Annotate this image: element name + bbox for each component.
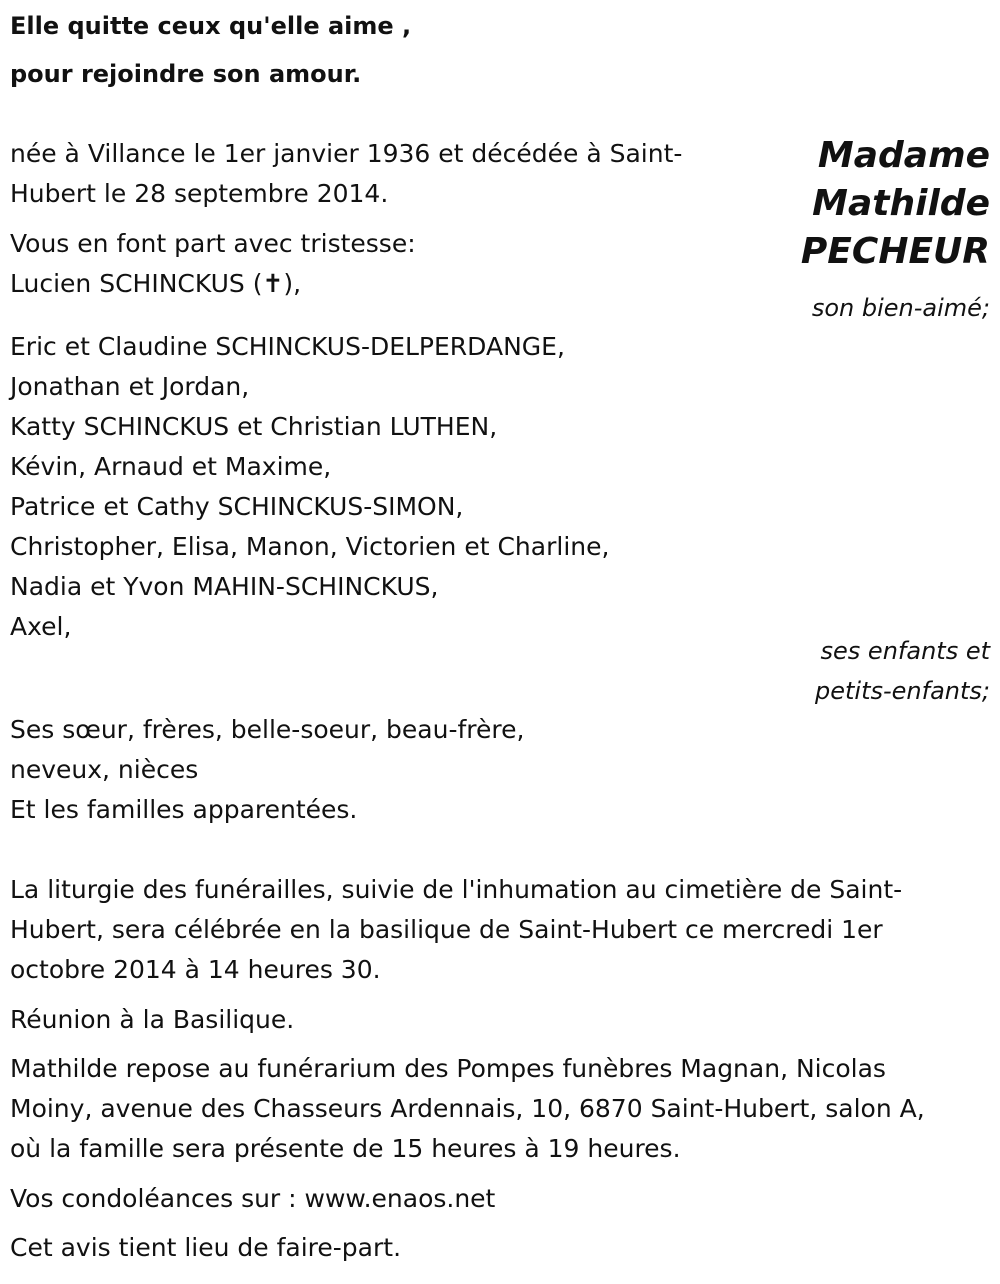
list-item: Axel, [10, 612, 72, 641]
birth-death-line-1: née à Villance le 1er janvier 1936 et décédée à Saint- [10, 139, 683, 168]
funeral-line-3: octobre 2014 à 14 heures 30. [10, 955, 381, 984]
deceased-title: Madame [817, 135, 990, 176]
intro-text: Vous en font part avec tristesse: [10, 229, 416, 258]
deceased-last-name: PECHEUR [800, 231, 990, 272]
header-line-2: pour rejoindre son amour. [10, 60, 362, 88]
header-line-1: Elle quitte ceux qu'elle aime , [10, 12, 412, 40]
children-role-line-1: ses enfants et [820, 637, 990, 665]
list-item: Christopher, Elisa, Manon, Victorien et Charline, [10, 532, 610, 561]
relatives-line-1: Ses sœur, frères, belle-soeur, beau-frère, [10, 715, 525, 744]
list-item: Nadia et Yvon MAHIN-SCHINCKUS, [10, 572, 439, 601]
spouse-name: Lucien SCHINCKUS (✝), [10, 269, 302, 298]
meeting-text: Réunion à la Basilique. [10, 1005, 295, 1034]
funeral-home-line-3: où la famille sera présente de 15 heures à 19 heures. [10, 1134, 681, 1163]
list-item: Katty SCHINCKUS et Christian LUTHEN, [10, 412, 498, 441]
spouse-role: son bien-aimé; [811, 294, 990, 322]
relatives-line-3: Et les familles apparentées. [10, 795, 358, 824]
list-item: Jonathan et Jordan, [10, 372, 250, 401]
funeral-home-line-2: Moiny, avenue des Chasseurs Ardennais, 10, 6870 Saint-Hubert, salon A, [10, 1094, 925, 1123]
children-role-line-2: petits-enfants; [815, 677, 990, 705]
deceased-first-name: Mathilde [812, 183, 990, 224]
list-item: Patrice et Cathy SCHINCKUS-SIMON, [10, 492, 464, 521]
relatives-line-2: neveux, nièces [10, 755, 199, 784]
condolences-text: Vos condoléances sur : www.enaos.net [10, 1184, 496, 1213]
funeral-line-1: La liturgie des funérailles, suivie de l'inhumation au cimetière de Saint- [10, 875, 903, 904]
list-item: Eric et Claudine SCHINCKUS-DELPERDANGE, [10, 332, 565, 361]
birth-death-line-2: Hubert le 28 septembre 2014. [10, 179, 389, 208]
list-item: Kévin, Arnaud et Maxime, [10, 452, 332, 481]
notice-text: Cet avis tient lieu de faire-part. [10, 1233, 402, 1262]
funeral-line-2: Hubert, sera célébrée en la basilique de Saint-Hubert ce mercredi 1er [10, 915, 883, 944]
funeral-home-line-1: Mathilde repose au funérarium des Pompes funèbres Magnan, Nicolas [10, 1054, 886, 1083]
